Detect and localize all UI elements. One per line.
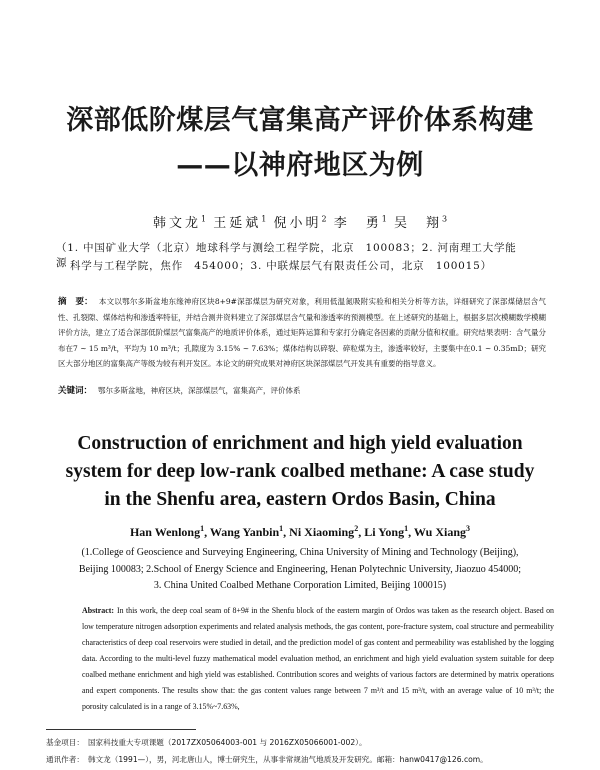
chinese-title-line-2: ——以神府地区为例: [176, 150, 424, 181]
corresponding-author-text: 韩文龙（1991—），男，河北唐山人，博士研究生，从事非常规油气地质及开发研究。邮箱：hanw0417@126.com。: [87, 755, 488, 764]
chinese-abstract: [58, 294, 546, 371]
chinese-abstract-text: 本文以鄂尔多斯盆地东缘神府区块8+9#深部煤层为研究对象，利用低温氮吸附实验和相关分析等方法，详细研究了深部煤储层含气性、孔裂隙、煤体结构和渗透率特征，并结合测井资料建立了深部煤层含气量和渗透率的预测模型。在上述研究的基础上，根据多层次模糊数学模糊评价方法，建立了适合深部低阶煤层气富集高产的地质评价体系，通过矩阵运算和专家打分确定各因素的贡献分值和权重。研究结果表明：含气量分布在7 ~ 15 m³/t，平均为 10 m³/t；孔隙度为 3.15% ~ 7.63%；煤体结构以碎裂、碎粒煤为主，渗透率较好，主要集中在0.1 ~ 0.35mD；研究区大部分地区的富集高产等级为较有利开发区。本论文的研究成果对神府区块深部煤层气开发具有重要的指导意义。: [58, 297, 546, 368]
english-title-line-1: Construction of enrichment and high yield evaluation: [77, 433, 523, 454]
chinese-title-line-1: 深部低阶煤层气富集高产评价体系构建: [66, 105, 534, 136]
english-author: Wu Xiang$^3$: [413, 524, 471, 539]
chinese-keywords-label: 关键词：: [58, 386, 93, 396]
english-affiliation-line-3: 3. China United Coalbed Methane Corporation Limited, Beijing 100015): [153, 580, 447, 591]
funding-footnote: [46, 737, 566, 748]
chinese-author-list: [0, 212, 600, 231]
english-author: Han Wenlong$^1$: [129, 524, 205, 539]
chinese-affiliation-line-1: （1. 中国矿业大学（北京）地球科学与测绘工程学院，北京 100083；2. 河南理工大学能源: [56, 242, 517, 269]
english-author-list: Han Wenlong$^1$, Wang Yanbin$^1$, Ni Xiaoming$^2$, Li Yong$^1$, Wu Xiang$^3$: [129, 524, 471, 539]
funding-text: 国家科技重大专项课题（2017ZX05064003-001 与 2016ZX05066001-002）。: [87, 738, 367, 747]
english-title-line-2: system for deep low-rank coalbed methane: A case study: [65, 461, 535, 482]
chinese-affiliation-line-2: 科学与工程学院，焦作 454000；3. 中联煤层气有限责任公司，北京 100015）: [70, 260, 492, 272]
corresponding-author-label: 通讯作者：: [46, 755, 84, 764]
chinese-author: 李 勇$^1$: [333, 214, 387, 231]
chinese-keywords: [58, 384, 546, 396]
chinese-author: 韩文龙$^1$: [152, 214, 207, 231]
footnote-divider: [46, 729, 196, 730]
english-affiliation-line-1: (1.College of Geoscience and Surveying Engineering, China University of Mining and Technology (Beijing),: [81, 547, 519, 558]
funding-label: 基金项目：: [46, 738, 84, 747]
english-abstract-text: In this work, the deep coal seam of 8+9# in the Shenfu block of the eastern margin of Ordos was taken as the research object. Based on low temperature nitrogen adsorption experiments and related analysis methods, the gas content, pore-fracture system, coal structure and permeability characteristics of deep coal reservoirs were studied in detail, and the prediction model of gas content and permeability was established by the logging data. According to the multi-level fuzzy mathematical model evaluation method, an enrichment and high yield evaluation system suitable for deep coalbed methane enrichment and high yield was established. Contribution scores and weights of various factors are determined by matrix operations and expert components. The results show that: the gas content values range between 7 m³/t and 15 m³/t, with an average value of 10 m³/t; the porosity calculated is in a range of 3.15%~7.63%,: [82, 606, 554, 711]
english-affiliation-line-2: Beijing 100083; 2.School of Energy Science and Engineering, Henan Polytechnic University, Jiaozuo 454000;: [78, 564, 522, 575]
chinese-author: 吴 翔$^3$: [393, 214, 448, 231]
chinese-author: 王延斌$^1$: [213, 214, 267, 231]
english-author: Ni Xiaoming$^2$: [289, 524, 359, 539]
chinese-author: 倪小明$^2$: [273, 214, 327, 231]
corresponding-author-footnote: [46, 754, 566, 765]
chinese-keywords-text: 鄂尔多斯盆地，神府区块，深部煤层气，富集高产，评价体系: [98, 386, 301, 395]
english-author: Li Yong$^1$: [364, 524, 409, 539]
chinese-abstract-label: 摘 要：: [58, 297, 93, 307]
english-author: Wang Yanbin$^1$: [209, 524, 284, 539]
english-abstract: [82, 603, 554, 715]
english-abstract-label: Abstract:: [82, 606, 114, 615]
english-title-line-3: in the Shenfu area, eastern Ordos Basin, China: [104, 489, 496, 510]
